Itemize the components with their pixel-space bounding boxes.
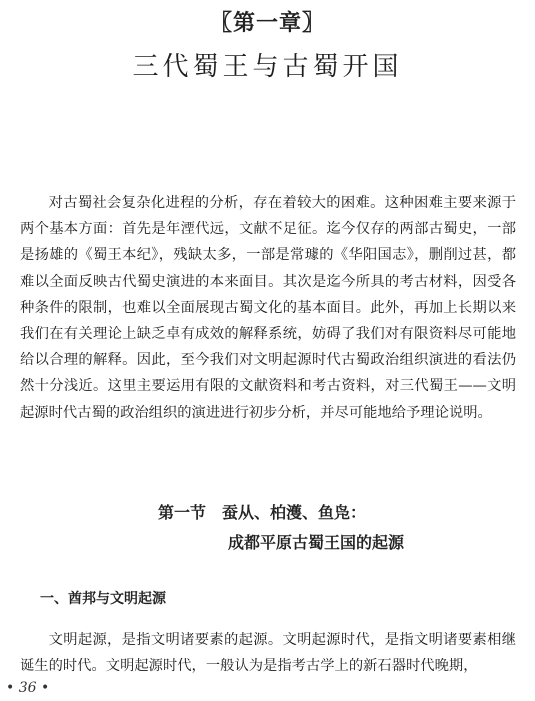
chapter-label: 〖第一章〗: [209, 11, 325, 36]
chapter-title: 三代蜀王与古蜀开国: [132, 52, 403, 82]
body-paragraph-2: 文明起源，是指文明诸要素的起源。文明起源时代，是指文明诸要素相继诞生的时代。文明起源时代，一般认为是指考古学上的新石器时代晚期，: [20, 632, 516, 675]
section-heading: [0, 498, 535, 558]
body-paragraph-1: 对古蜀社会复杂化进程的分析，存在着较大的困难。这种困难主要来源于两个基本方面：首先是年湮代远，文献不足征。迄今仅存的两部古蜀史，一部是扬雄的《蜀王本纪》，残缺太多，一部是常璩的《华阳国志》，删削过甚，都难以全面反映古代蜀史演进的本来面目。其次是迄今所具的考古材料，因受各种条件的限制，也难以全面展现古蜀文化的基本面目。此外，再加上长期以来我们在有关理论上缺乏卓有成效的解释系统，妨碍了我们对有限资料尽可能地给以合理的解释。因此，至今我们对文明起源时代古蜀政治组织演进的看法仍然十分浅近。这里主要运用有限的文献资料和考古资料，对三代蜀王——文明起源时代古蜀的政治组织的演进进行初步分析，并尽可能地给予理论说明。: [20, 195, 516, 421]
chapter-label-wrap: [0, 6, 535, 37]
section-heading-line-1: 第一节 蚕从、柏濩、鱼凫：: [158, 503, 367, 522]
page-number: • 36 •: [6, 680, 50, 696]
section-heading-line-2: 成都平原古蜀王国的起源: [228, 533, 405, 552]
subsection-heading: 一、酋邦与文明起源: [40, 591, 166, 607]
